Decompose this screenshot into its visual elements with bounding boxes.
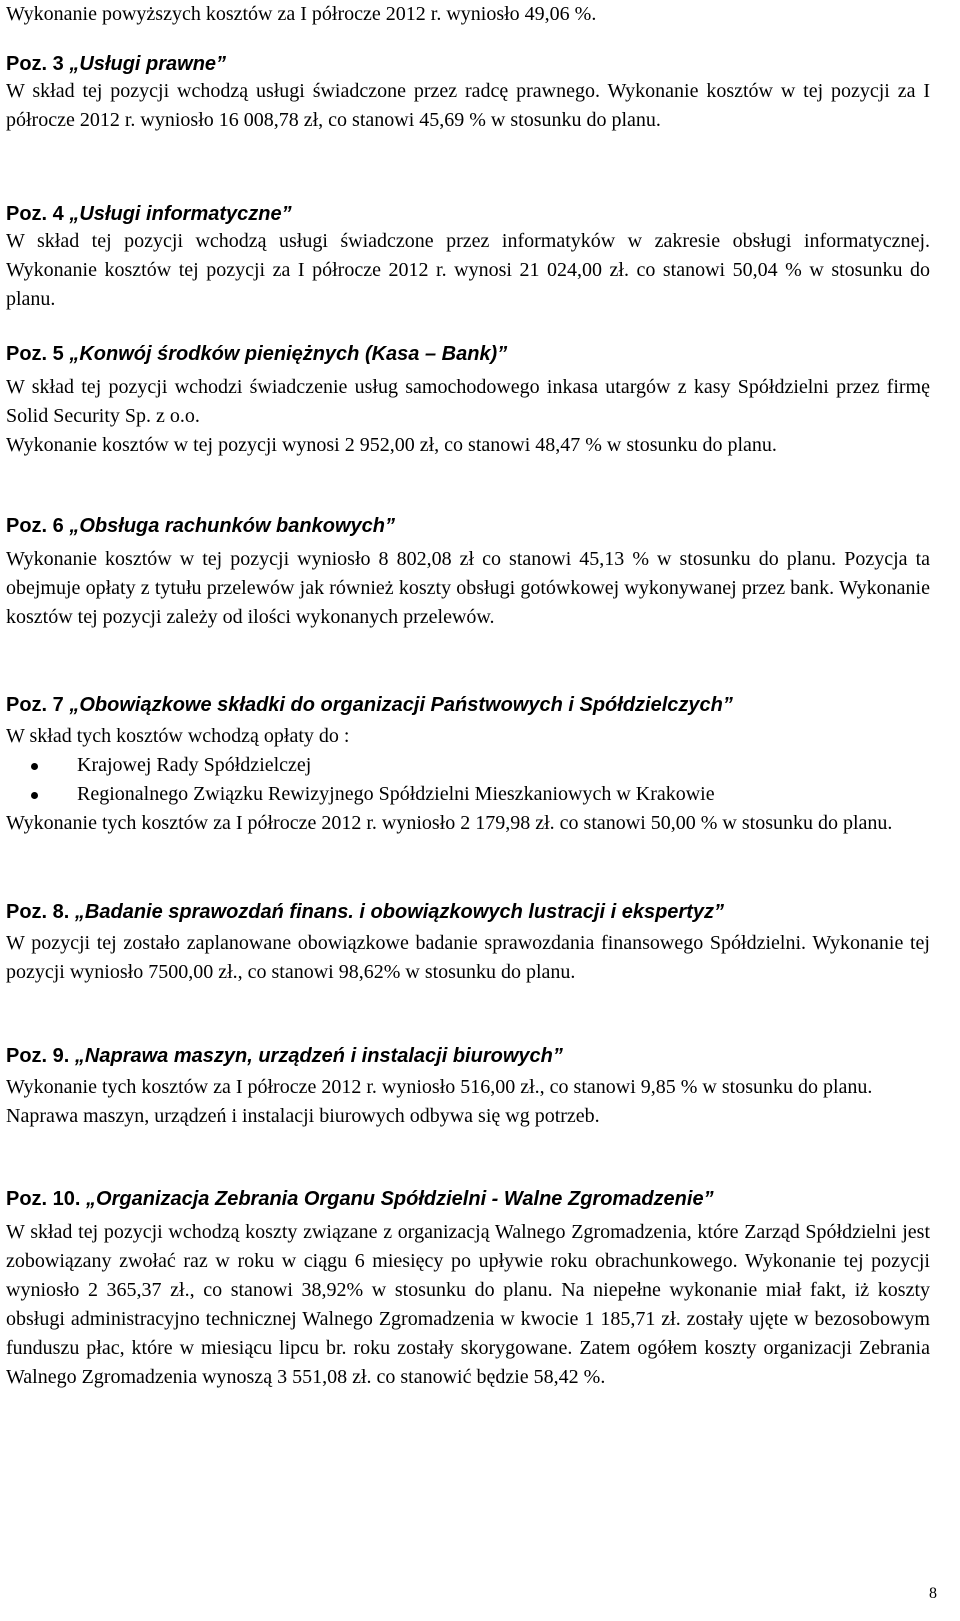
section-paragraph: Naprawa maszyn, urządzeń i instalacji biurowych odbywa się wg potrzeb. [6, 1105, 600, 1127]
section-paragraph: W skład tej pozycji wchodzą usługi świadczone przez radcę prawnego. Wykonanie kosztów w tej pozycji za I półrocze 2012 r. wyniosło 16 008,78 zł, co stanowi 45,69 % w stosunku do planu. [6, 80, 930, 131]
section-heading [6, 899, 930, 925]
section-number: Poz. 3 [6, 53, 64, 75]
section-title: „Usługi informatyczne” [69, 203, 292, 225]
section-number: Poz. 5 [6, 343, 64, 365]
page-number: 8 [929, 1585, 937, 1602]
section-poz-9 [6, 1043, 930, 1131]
section-paragraph: W skład tej pozycji wchodzi świadczenie usług samochodowego inkasa utargów z kasy Spółdzielni przez firmę Solid Security Sp. z o.o. [6, 376, 930, 427]
section-number: Poz. 7 [6, 694, 64, 716]
section-poz-3 [6, 51, 930, 135]
section-paragraph: Wykonanie tych kosztów za I półrocze 2012 r. wyniosło 516,00 zł., co stanowi 9,85 % w stosunku do planu. [6, 1076, 873, 1098]
section-title: „Badanie sprawozdań finans. i obowiązkowych lustracji i ekspertyz” [74, 901, 724, 923]
section-poz-7 [6, 692, 930, 838]
section-paragraph: Wykonanie kosztów w tej pozycji wyniosło 8 802,08 zł co stanowi 45,13 % w stosunku do planu. Pozycja ta obejmuje opłaty z tytułu przelewów jak również koszty obsługi gotówkowej wykonywanej przez bank. Wykonanie kosztów tej pozycji zależy od ilości wykonanych przelewów. [6, 548, 930, 628]
section-heading [6, 201, 930, 227]
section-poz-6 [6, 513, 930, 632]
section-title: „Usługi prawne” [69, 53, 227, 75]
section-poz-8 [6, 899, 930, 987]
section-title: „Obowiązkowe składki do organizacji Państwowych i Spółdzielczych” [69, 694, 733, 716]
section-heading [6, 513, 930, 539]
list-item: Regionalnego Związku Rewizyjnego Spółdzielni Mieszkaniowych w Krakowie [6, 780, 930, 809]
section-number: Poz. 8. [6, 901, 70, 923]
section-title: „Organizacja Zebrania Organu Spółdzielni - Walne Zgromadzenie” [86, 1188, 714, 1210]
section-heading [6, 1043, 930, 1069]
section-paragraph: Wykonanie tych kosztów za I półrocze 2012 r. wyniosło 2 179,98 zł. co stanowi 50,00 % w stosunku do planu. [6, 812, 893, 834]
section-paragraph: W skład tej pozycji wchodzą usługi świadczone przez informatyków w zakresie obsługi informatycznej. Wykonanie kosztów tej pozycji za I półrocze 2012 r. wynosi 21 024,00 zł. co stanowi 50,04 % w stosunku do planu. [6, 230, 930, 310]
section-poz-10 [6, 1186, 930, 1392]
section-number: Poz. 6 [6, 515, 64, 537]
bullet-list [6, 751, 930, 809]
section-lead: W skład tych kosztów wchodzą opłaty do : [6, 725, 350, 747]
section-paragraph: W pozycji tej zostało zaplanowane obowiązkowe badanie sprawozdania finansowego Spółdzielni. Wykonanie tej pozycji wyniosło 7500,00 zł., co stanowi 98,62% w stosunku do planu. [6, 932, 930, 983]
section-poz-4 [6, 201, 930, 314]
section-title: „Naprawa maszyn, urządzeń i instalacji biurowych” [74, 1045, 563, 1067]
section-poz-5 [6, 341, 930, 460]
section-number: Poz. 4 [6, 203, 64, 225]
section-heading [6, 51, 930, 77]
section-paragraph: Wykonanie kosztów w tej pozycji wynosi 2 952,00 zł, co stanowi 48,47 % w stosunku do planu. [6, 434, 777, 456]
section-heading [6, 341, 930, 367]
section-heading [6, 1186, 930, 1212]
section-number: Poz. 9. [6, 1045, 70, 1067]
section-heading [6, 692, 930, 718]
section-number: Poz. 10. [6, 1188, 81, 1210]
section-title: „Obsługa rachunków bankowych” [69, 515, 395, 537]
section-paragraph: W skład tej pozycji wchodzą koszty związane z organizacją Walnego Zgromadzenia, które Zarząd Spółdzielni jest zobowiązany zwołać raz w roku w ciągu 6 miesięcy po upływie roku obrachunkowego. Wykonanie tej pozycji wyniosło 2 365,37 zł., co stanowi 38,92% w stosunku do planu. Na niepełne wykonanie miał fakt, iż koszty obsługi administracyjno technicznej Walnego Zgromadzenia w kwocie 1 185,71 zł. zostały ujęte w bezosobowym funduszu płac, które w miesiącu lipcu br. roku zostały skorygowane. Zatem ogółem koszty organizacji Zebrania Walnego Zgromadzenia wynoszą 3 551,08 zł. co stanowić będzie 58,42 %. [6, 1221, 930, 1388]
intro-paragraph: Wykonanie powyższych kosztów za I półrocze 2012 r. wyniosło 49,06 %. [6, 3, 597, 25]
list-item: Krajowej Rady Spółdzielczej [6, 751, 930, 780]
section-title: „Konwój środków pieniężnych (Kasa – Bank)” [69, 343, 508, 365]
